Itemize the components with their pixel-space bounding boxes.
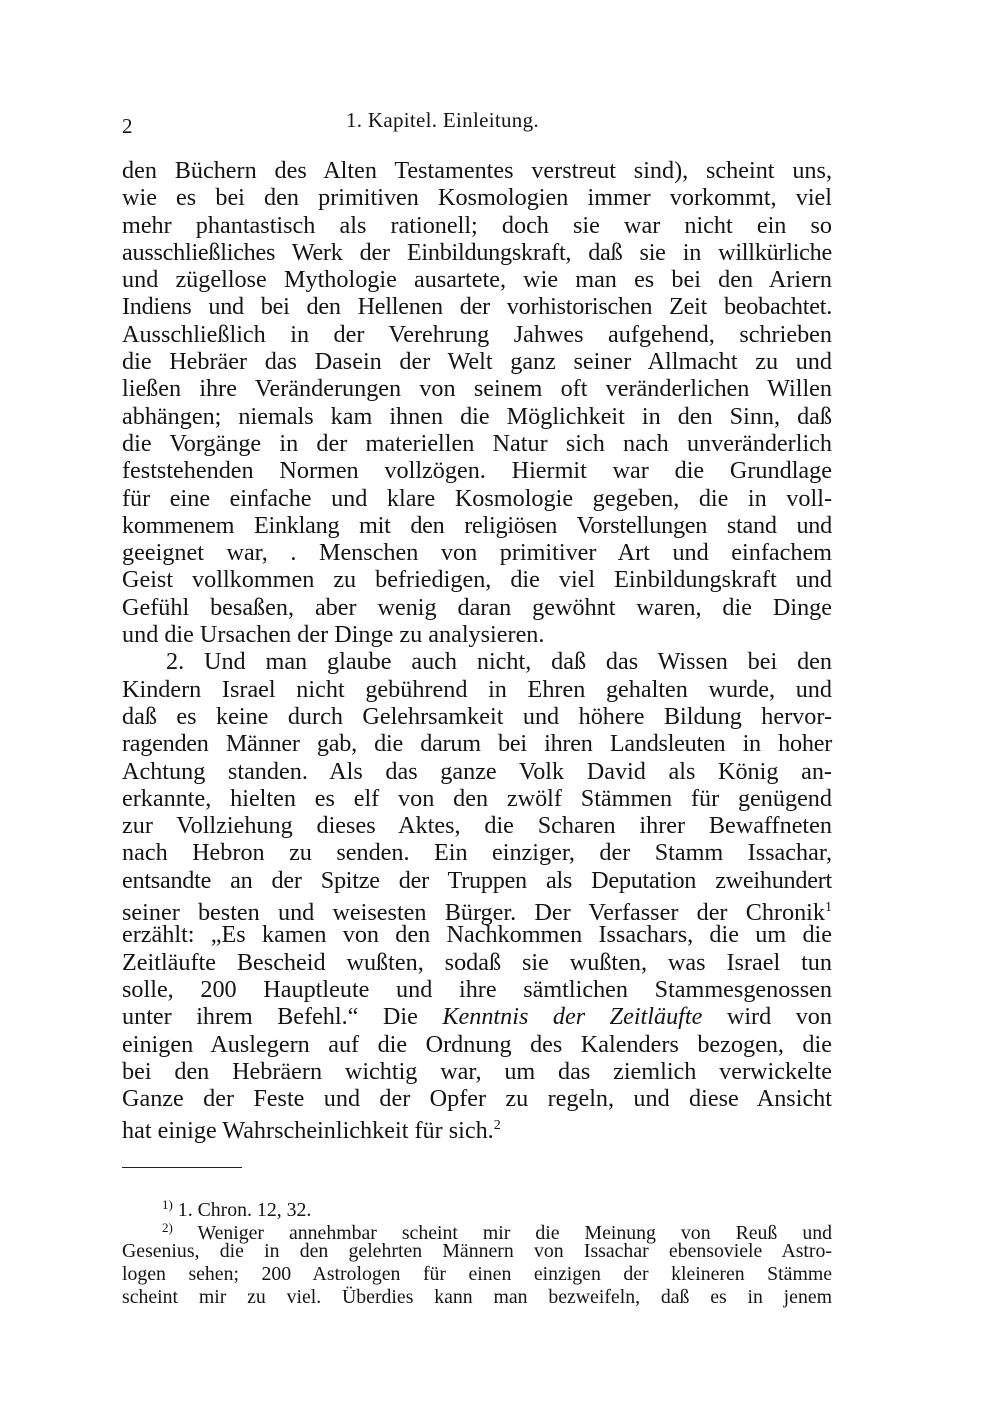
text-line: Kindern Israel nicht gebührend in Ehren gehalten wurde, und <box>122 675 832 703</box>
text-line: ließen ihre Veränderungen von seinem oft veränderlichen Willen <box>122 375 832 403</box>
text-line: Gefühl besaßen, aber wenig daran gewöhnt waren, die Dinge <box>122 593 832 621</box>
text-line: Achtung standen. Als das ganze Volk David als König an- <box>122 757 832 785</box>
text-line: daß es keine durch Gelehrsamkeit und höhere Bildung hervor- <box>122 702 832 730</box>
text-line-content: hat einige Wahrscheinlichkeit für sich. <box>122 1117 494 1145</box>
text-line-content: unter ihrem Befehl.“ Die <box>122 1003 418 1031</box>
text-line: die Hebräer das Dasein der Welt ganz seiner Allmacht zu und <box>122 348 832 376</box>
text-line: feststehenden Normen vollzögen. Hiermit war die Grundlage <box>122 457 832 485</box>
footnote-line: scheint mir zu viel. Überdies kann man bezweifeln, daß es in jenem <box>122 1286 832 1309</box>
text-line: Ganze der Feste und der Opfer zu regeln, und diese Ansicht <box>122 1085 832 1113</box>
text-line: kommenem Einklang mit den religiösen Vorstellungen stand und <box>122 511 832 539</box>
text-line: für eine einfache und klare Kosmologie gegeben, die in voll- <box>122 484 832 512</box>
text-line: Geist vollkommen zu befriedigen, die viel Einbildungskraft und <box>122 566 832 594</box>
text-line: Zeitläufte Bescheid wußten, sodaß sie wußten, was Israel tun <box>122 948 832 976</box>
text-line: geeignet war, . Menschen von primitiver Art und einfachem <box>122 539 832 567</box>
text-line: und die Ursachen der Dinge zu analysieren. <box>122 621 545 649</box>
text-line <box>122 1003 832 1030</box>
text-line: zur Vollziehung dieses Aktes, die Scharen ihrer Bewaffneten <box>122 812 832 840</box>
text-line: die Vorgänge in der materiellen Natur sich nach unveränderlich <box>122 429 832 457</box>
text-line: entsandte an der Spitze der Truppen als Deputation zweihundert <box>122 866 832 894</box>
text-line: einigen Auslegern auf die Ordnung des Kalenders bezogen, die <box>122 1030 832 1058</box>
text-line: Ausschließlich in der Verehrung Jahwes aufgehend, schrieben <box>122 320 832 348</box>
text-line <box>122 1112 832 1145</box>
italic-term: Kenntnis der Zeitläufte <box>442 1003 703 1031</box>
footnote-text: 1. Chron. 12, 32. <box>177 1199 312 1221</box>
text-line <box>122 894 832 927</box>
text-line: wie es bei den primitiven Kosmologien immer vorkommt, viel <box>122 184 832 212</box>
text-line: bei den Hebräern wichtig war, um das ziemlich verwickelte <box>122 1057 832 1085</box>
text-line: und zügellose Mythologie ausartete, wie man es bei den Ariern <box>122 266 832 294</box>
text-line: ragenden Männer gab, die darum bei ihren Landsleuten in hoher <box>122 730 832 758</box>
text-line: mehr phantastisch als rationell; doch sie war nicht ein so <box>122 211 832 239</box>
footnote-text: Weniger annehmbar scheint mir die Meinung von Reuß und <box>197 1222 832 1245</box>
footnote-line <box>122 1216 832 1245</box>
text-line-content: wird von <box>726 1003 832 1031</box>
footnote-line: Gesenius, die in den gelehrten Männern von Issachar ebensoviele Astro- <box>122 1239 832 1262</box>
footnote-marker: 2) <box>162 1220 173 1236</box>
footnote-reference: 2 <box>493 1118 501 1134</box>
footnote-line: logen sehen; 200 Astrologen für einen einzigen der kleineren Stämme <box>122 1262 832 1285</box>
text-line: erzählt: „Es kamen von den Nachkommen Issachars, die um die <box>122 921 832 949</box>
footnote-line <box>122 1193 832 1221</box>
text-line: erkannte, hielten es elf von den zwölf Stämmen für genügend <box>122 784 832 812</box>
footnote-marker: 1) <box>162 1197 173 1212</box>
footnote-separator <box>122 1167 242 1168</box>
text-line: den Büchern des Alten Testamentes verstreut sind), scheint uns, <box>122 157 832 184</box>
running-head <box>122 108 832 138</box>
footnote-reference: 1 <box>825 900 832 916</box>
running-title: 1. Kapitel. Einleitung. <box>346 108 539 132</box>
main-text <box>122 157 832 1145</box>
page-number: 2 <box>122 114 133 138</box>
text-line: ausschließliches Werk der Einbildungskraft, daß sie in willkürliche <box>122 238 832 266</box>
footnotes <box>122 1193 832 1309</box>
text-line-content: seiner besten und weisesten Bürger. Der Verfasser der Chronik <box>122 899 825 927</box>
text-line: nach Hebron zu senden. Ein einziger, der Stamm Issachar, <box>122 839 832 867</box>
text-line: solle, 200 Hauptleute und ihre sämtlichen Stammesgenossen <box>122 975 832 1003</box>
text-line: Indiens und bei den Hellenen der vorhistorischen Zeit beobachtet. <box>122 293 832 321</box>
text-line: 2. Und man glaube auch nicht, daß das Wissen bei den <box>166 648 832 676</box>
text-line: abhängen; niemals kam ihnen die Möglichkeit in den Sinn, daß <box>122 402 832 430</box>
